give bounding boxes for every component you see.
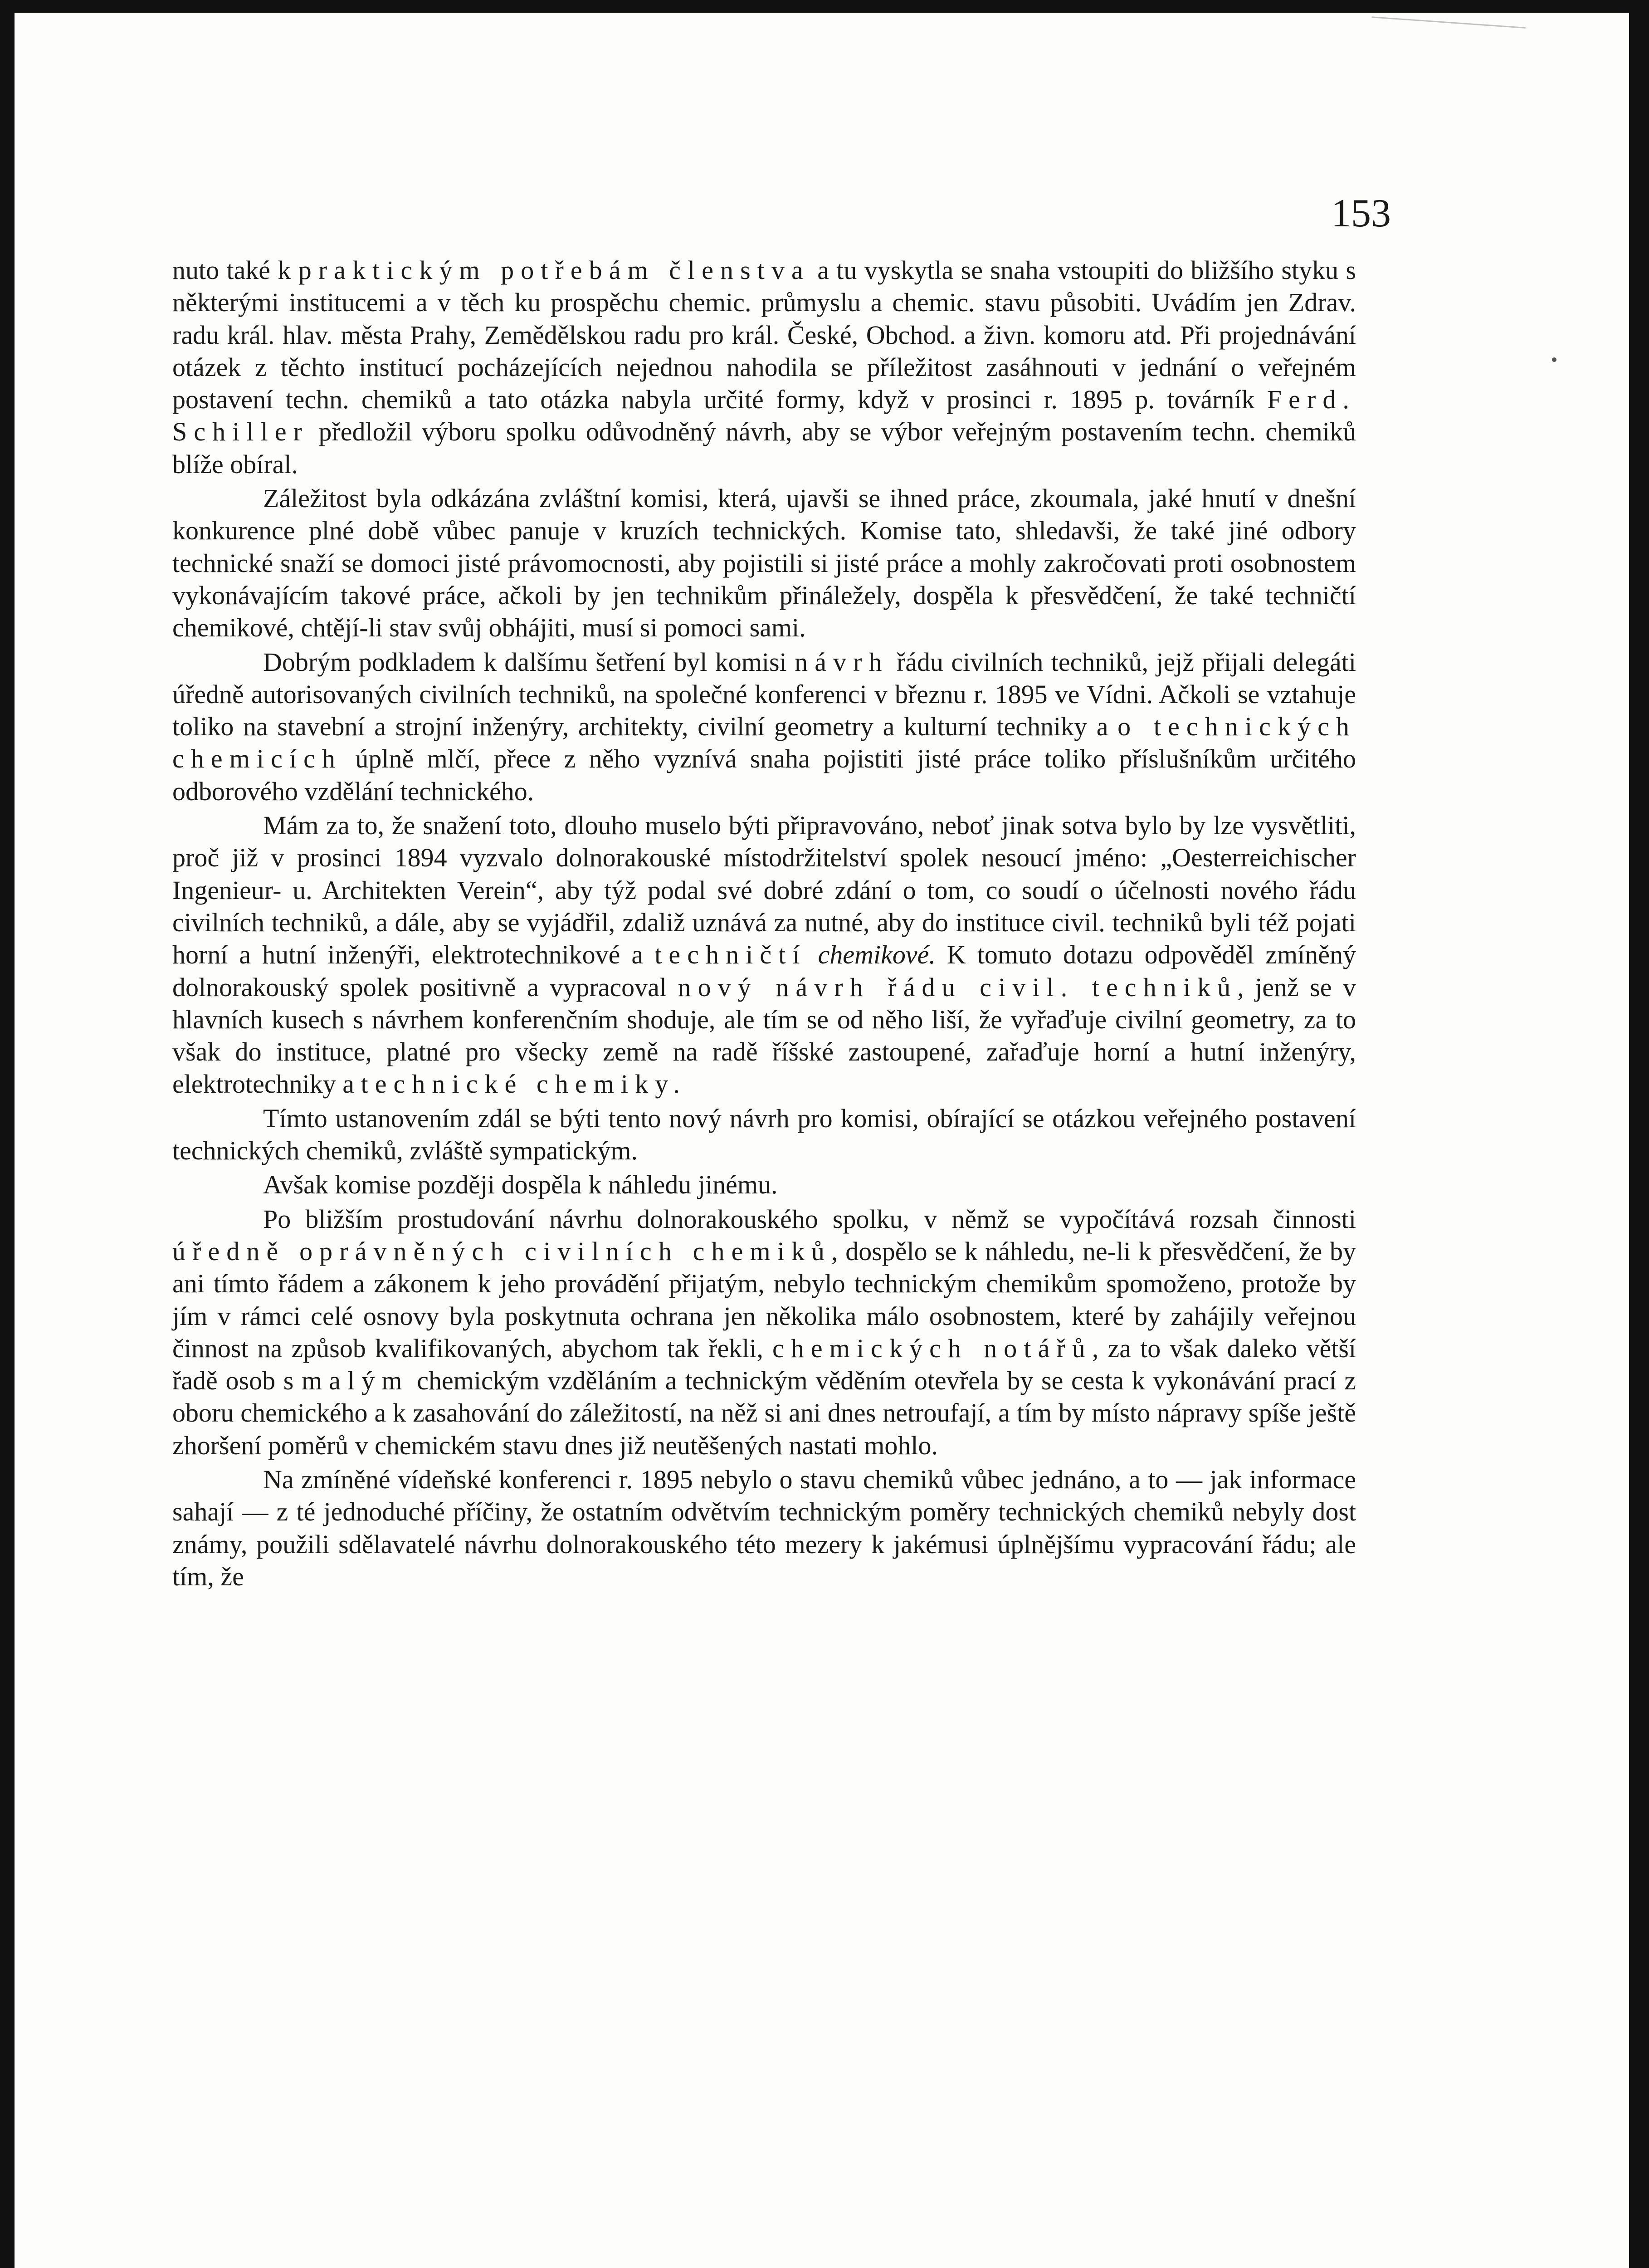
text-segment: a tu vyskytla se snaha vstoupiti do bližšího styku s některými institucemi a v těch ku prospěchu chemic. průmyslu a chemic. stavu působiti. Uvádím jen Zdrav. radu král. hlav. města Prahy, Zemědělskou radu pro král. České, Obchod. a živn. komoru atd. Při projednávání otázek z těchto institucí pocházejících nejednou nahodila se příležitost zasáhnouti v jednání o veřejném postavení techn. chemiků a tato otázka nabyla určité formy, když v prosinci r. 1895 p. továrník	[172, 255, 1356, 415]
scan-speck	[1552, 357, 1556, 362]
text-segment: Tímto ustanovením zdál se býti tento nový návrh pro komisi, obírající se otázkou veřejného postavení technických chemiků, zvláště sympatickým.	[172, 1103, 1356, 1166]
paragraph	[172, 646, 1356, 807]
text-segment: , dospělo se k náhledu, ne-li k přesvědčení, že by ani tímto řádem a zákonem k jeho provádění přijatým, nebylo technickým chemikům spomoženo, protože by jím v rámci celé osnovy byla poskytnuta ochrana jen několika málo osobnostem, které by zahájily veřejnou činnost na způsob kvalifikovaných, abychom tak řekli,	[172, 1236, 1356, 1363]
paragraph	[172, 809, 1356, 1100]
text-segment: návrh	[795, 647, 889, 677]
text-segment: úplně mlčí, přece z něho vyznívá snaha pojistiti jisté práce toliko příslušníkům určitého odborového vzdělání technického.	[172, 744, 1356, 806]
paragraph	[172, 254, 1356, 480]
text-segment: chemickým vzděláním a technickým věděním otevřela by se cesta k vykonávání prací z oboru chemického a k zasahování do záležitostí, na něž si ani dnes netroufají, a tím by místo nápravy spíše ještě zhoršení poměrů v chemickém stavu dnes již neutěšených nastati mohlo.	[172, 1366, 1356, 1460]
text-segment: Po bližším prostudování návrhu dolnorakouského spolku, v němž se vypočítává rozsah činnosti	[263, 1204, 1356, 1234]
page-number: 153	[1331, 191, 1391, 235]
text-segment: Záležitost byla odkázána zvláštní komisi, která, ujavši se ihned práce, zkoumala, jaké hnutí v dnešní konkurence plné době vůbec panuje v kruzích technických. Komise tato, shledavši, že také jiné odbory technické snaží se domoci jisté právomocnosti, aby pojistili si jisté práce a mohly zakročovati proti osobnostem vykonávajícím takové práce, ačkoli by jen technikům přináležely, dospěla k přesvědčení, že také techničtí chemikové, chtějí-li stav svůj obhájiti, musí si pomoci sami.	[172, 484, 1356, 643]
text-segment: K tomuto dotazu odpověděl zmíněný dolnorakouský spolek positivně a vypracoval	[172, 940, 1356, 1002]
text-segment: , za to však daleko větší řadě osob s	[172, 1333, 1356, 1396]
text-segment: nový návrh řádu civil. techniků	[678, 972, 1238, 1002]
text-segment: techničtí	[654, 940, 807, 970]
text-segment: chemikové.	[818, 940, 936, 970]
text-segment: chemických notářů	[772, 1333, 1092, 1363]
text-segment	[807, 940, 818, 969]
paragraph	[172, 482, 1356, 644]
text-segment: předložil výboru spolku odůvodněný návrh, aby se výbor veřejným postavením techn. chemiků blíže obíral.	[172, 417, 1356, 479]
scan-artifact	[1370, 16, 1526, 56]
text-segment: nuto také k	[172, 255, 298, 285]
text-segment: úředně oprávněných civilních chemiků	[172, 1236, 832, 1266]
text-segment: Mám za to, že snažení toto, dlouho muselo býti připravováno, neboť jinak sotva bylo by lze vysvětliti, proč již v prosinci 1894 vyzvalo dolnorakouské místodržitelství spolek nesoucí jméno: „Oesterreichischer Ingenieur- u. Architekten Verein“, aby týž podal své dobré zdání o tom, co soudí o účelnosti nového řádu civilních techniků, a dále, aby se vyjádřil, zdaliž uznává za nutné, aby do instituce civil. techniků byli též pojati horní a hutní inženýři, elektrotechnikové a	[172, 811, 1356, 970]
body-text	[172, 254, 1356, 1594]
paragraph	[172, 1463, 1356, 1593]
text-segment: , jenž se v hlavních kusech s návrhem konferenčním shoduje, ale tím se od něho liší, že vyřaďuje civilní geometry, za to však do instituce, platné pro všecky země na radě říšské zastoupené, zařaďuje horní a hutní inženýry, elektrotechniky a	[172, 972, 1356, 1099]
text-segment: praktickým potřebám členstva	[298, 255, 810, 285]
paragraph	[172, 1102, 1356, 1167]
text-segment: technické chemiky.	[361, 1069, 687, 1099]
text-segment: Avšak komise později dospěla k náhledu jinému.	[263, 1170, 778, 1200]
text-segment: o technických chemicích	[172, 712, 1356, 774]
text-segment: řádu civilních techniků, jejž přijali delegáti úředně autorisovaných civilních techniků, na společné konferenci v březnu r. 1895 ve Vídni. Ačkoli se vztahuje toliko na stavební a strojní inženýry, architekty, civilní geometry a kulturní techniky a	[172, 647, 1356, 742]
text-segment: Na zmíněné vídeňské konferenci r. 1895 nebylo o stavu chemiků vůbec jednáno, a to — jak informace sahají — z té jednoduché příčiny, že ostatním odvětvím technickým poměry technických chemiků nebyly dost známy, použili sdělavatelé návrhu dolnorakouského této mezery k jakémusi úplnějšímu vypracování řádu; ale tím, že	[172, 1464, 1356, 1591]
text-segment: malým	[302, 1366, 409, 1396]
text-segment: Dobrým podkladem k dalšímu šetření byl komisi	[263, 647, 795, 677]
paragraph	[172, 1168, 1356, 1201]
text-segment: Ferd. Schiller	[172, 385, 1356, 447]
paragraph	[172, 1203, 1356, 1461]
